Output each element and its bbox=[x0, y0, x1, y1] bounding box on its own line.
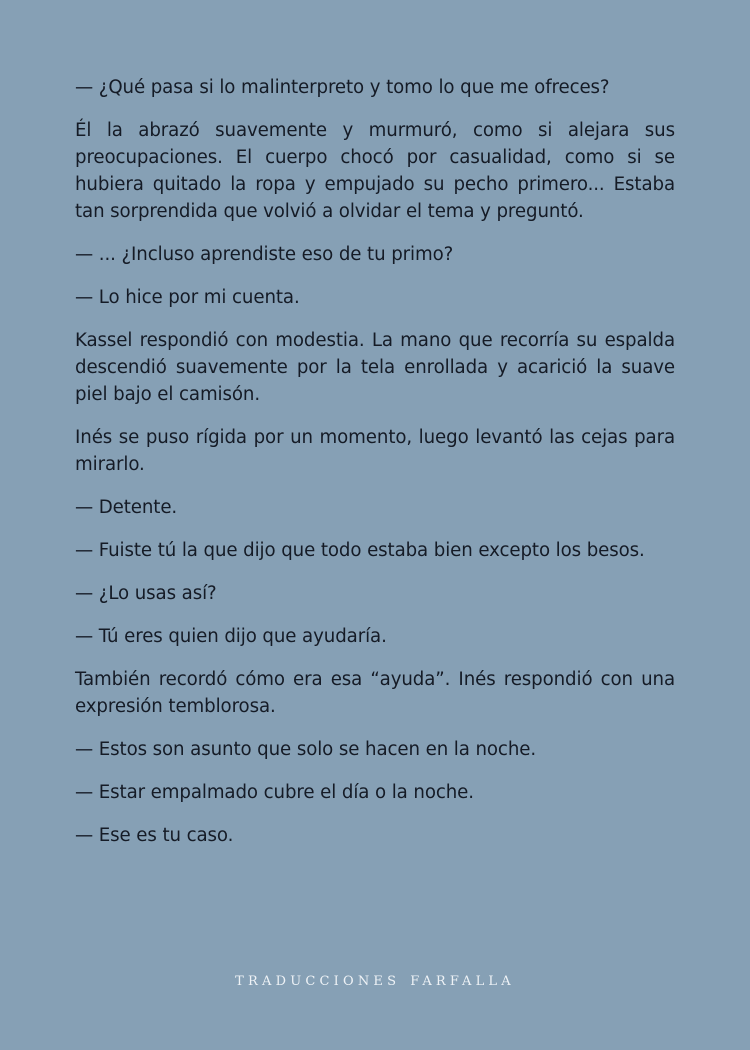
paragraph: — Estar empalmado cubre el día o la noche. bbox=[75, 782, 474, 803]
paragraph: — Detente. bbox=[75, 497, 178, 518]
paragraph: — Fuiste tú la que dijo que todo estaba bien excepto los besos. bbox=[75, 540, 645, 561]
footer-credit-right: FARFALLA bbox=[410, 974, 515, 989]
paragraph: — ¿Lo usas así? bbox=[75, 583, 217, 604]
paragraph: Kassel respondió con modestia. La mano que recorría su espalda descendió suavemente por la tela enrollada y acarició la suave piel bajo el camisón. bbox=[75, 330, 675, 405]
paragraph: Él la abrazó suavemente y murmuró, como si alejara sus preocupaciones. El cuerpo chocó por casualidad, como si se hubiera quitado la ropa y empujado su pecho primero... Estaba tan sorprendida que volvió a olvidar el tema y preguntó. bbox=[75, 120, 675, 222]
paragraph: También recordó cómo era esa “ayuda”. Inés respondió con una expresión temblorosa. bbox=[75, 669, 675, 717]
paragraph: — Tú eres quien dijo que ayudaría. bbox=[75, 626, 387, 647]
paragraph: — Ese es tu caso. bbox=[75, 825, 234, 846]
paragraph: — Lo hice por mi cuenta. bbox=[75, 287, 300, 308]
paragraph: — ¿Qué pasa si lo malinterpreto y tomo lo que me ofreces? bbox=[75, 77, 610, 98]
paragraph: Inés se puso rígida por un momento, luego levantó las cejas para mirarlo. bbox=[75, 427, 675, 475]
footer-credit bbox=[0, 974, 750, 989]
footer-credit-left: TRADUCCIONES bbox=[235, 974, 401, 989]
page-body bbox=[75, 74, 675, 865]
paragraph: — Estos son asunto que solo se hacen en la noche. bbox=[75, 739, 537, 760]
paragraph: — ... ¿Incluso aprendiste eso de tu primo? bbox=[75, 244, 454, 265]
